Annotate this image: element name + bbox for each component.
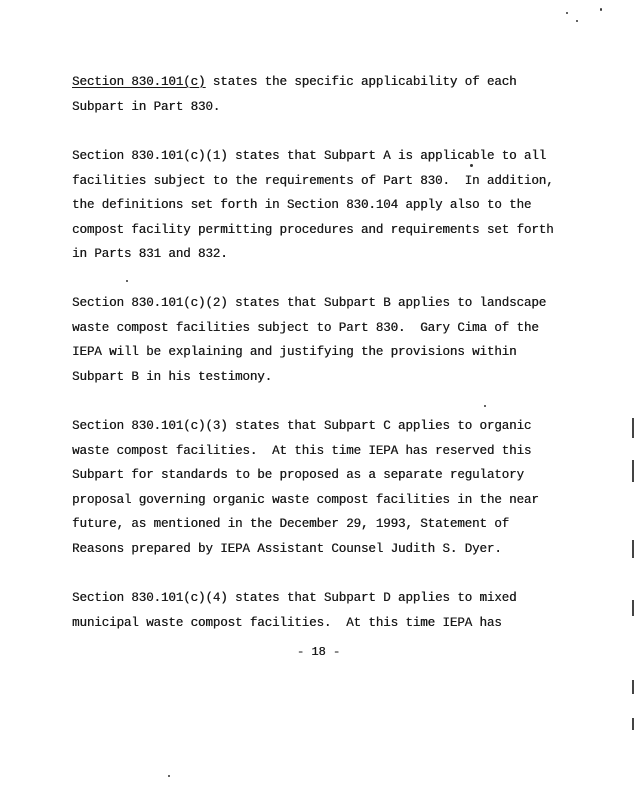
text-line: proposal governing organic waste compost facilities in the near <box>72 492 539 507</box>
text-line: municipal waste compost facilities. At this time IEPA has <box>72 615 502 630</box>
scan-speck <box>126 280 128 282</box>
text-line: Section 830.101(c)(2) states that Subpart B applies to landscape <box>72 296 547 310</box>
text-line: Subpart B in his testimony. <box>72 369 273 384</box>
scan-speck <box>576 20 578 22</box>
text-line: in Parts 831 and 832. <box>72 247 228 262</box>
scan-speck <box>168 775 170 777</box>
text-line: Reasons prepared by IEPA Assistant Counsel Judith S. Dyer. <box>72 541 502 556</box>
paragraph-subpart-d <box>72 586 572 635</box>
text-line: Section 830.101(c)(1) states that Subpart A is applicable to all <box>72 149 547 163</box>
text-line: Subpart in Part 830. <box>72 99 221 114</box>
text-line: waste compost facilities. At this time IEPA has reserved this <box>72 443 532 458</box>
text-line: IEPA will be explaining and justifying the provisions within <box>72 345 517 360</box>
paragraph-subpart-b <box>72 291 572 389</box>
text-line: compost facility permitting procedures and requirements set forth <box>72 222 554 237</box>
scan-speck <box>484 405 486 407</box>
paragraph-subpart-c <box>72 414 572 562</box>
text-line: Section 830.101(c)(4) states that Subpart D applies to mixed <box>72 591 517 605</box>
scan-edge-mark <box>632 600 634 616</box>
scan-edge-mark <box>632 540 634 558</box>
scan-edge-mark <box>632 718 634 730</box>
scan-edge-mark <box>632 418 634 438</box>
text-line: Subpart for standards to be proposed as a separate regulatory <box>72 468 524 483</box>
text-line: Section 830.101(c) states the specific applicability of each <box>72 75 517 89</box>
scan-edge-mark <box>632 680 634 694</box>
text-line: waste compost facilities subject to Part 830. Gary Cima of the <box>72 320 539 335</box>
scan-speck <box>470 164 473 167</box>
scan-speck <box>566 12 568 14</box>
section-reference-underlined: Section 830.101(c) <box>72 75 206 89</box>
text-line: future, as mentioned in the December 29, 1993, Statement of <box>72 517 510 532</box>
scan-speck <box>600 8 602 11</box>
text-line: facilities subject to the requirements of Part 830. In addition, <box>72 173 554 188</box>
text-line: the definitions set forth in Section 830.104 apply also to the <box>72 198 532 213</box>
scan-edge-mark <box>632 460 634 482</box>
page-number: - 18 - <box>296 645 341 659</box>
paragraph-applicability <box>72 70 572 119</box>
paragraph-subpart-a <box>72 144 572 267</box>
text-line: Section 830.101(c)(3) states that Subpart C applies to organic <box>72 419 532 433</box>
